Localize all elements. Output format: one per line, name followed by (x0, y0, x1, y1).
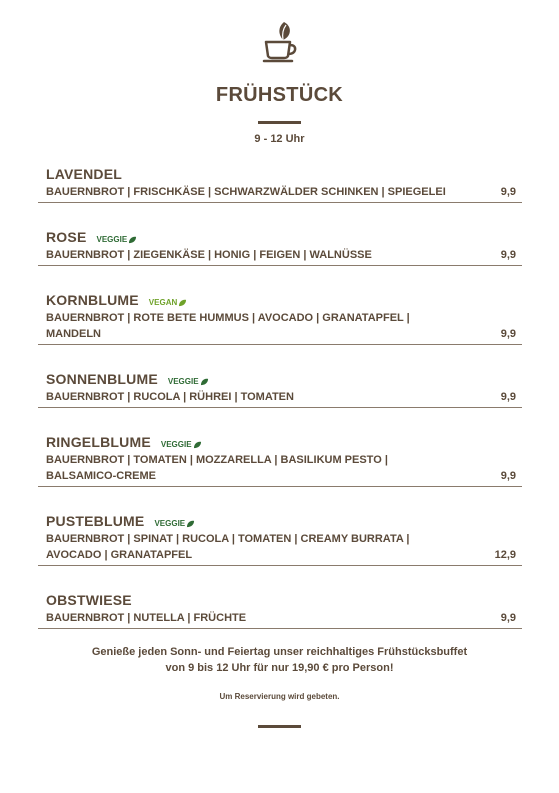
menu-item-price: 9,9 (500, 249, 516, 261)
menu-item-name: KORNBLUME (46, 292, 139, 308)
menu-item-description (46, 389, 446, 405)
menu-item-name: RINGELBLUME (46, 434, 151, 450)
leaf-icon (193, 441, 202, 449)
menu-item-price: 9,9 (500, 328, 516, 340)
menu-item-name: LAVENDEL (46, 166, 123, 182)
menu-item (38, 166, 522, 203)
leaf-icon (186, 520, 195, 528)
menu-item-description (46, 452, 446, 484)
menu-item-description (46, 610, 446, 626)
menu-item-name: OBSTWIESE (46, 592, 132, 608)
menu-item-name: SONNENBLUME (46, 371, 158, 387)
menu-item (38, 229, 522, 266)
menu-item-description (46, 531, 446, 563)
menu-item-description (46, 184, 446, 200)
menu-item (38, 592, 522, 629)
breakfast-menu (38, 166, 522, 655)
veggie-badge (96, 235, 137, 244)
title-divider (258, 121, 301, 124)
menu-item-description (46, 247, 446, 263)
page-title: FRÜHSTÜCK (215, 84, 344, 106)
buffet-line: Genieße jeden Sonn- und Feiertag unser reichhaltiges Frühstücksbuffet (91, 646, 468, 658)
buffet-line: von 9 bis 12 Uhr für nur 19,90 € pro Person! (165, 662, 394, 674)
description-line: BAUERNBROT | ROTE BETE HUMMUS | AVOCADO | GRANATAPFEL | (46, 312, 410, 324)
menu-item-price: 9,9 (500, 186, 516, 198)
leaf-icon (128, 236, 137, 244)
veggie-badge (168, 377, 209, 386)
menu-item-price: 9,9 (500, 391, 516, 403)
description-line: BAUERNBROT | RUCOLA | RÜHREI | TOMATEN (46, 391, 294, 403)
menu-item-description (46, 310, 446, 342)
description-line: BAUERNBROT | ZIEGENKÄSE | HONIG | FEIGEN | WALNÜSSE (46, 249, 372, 261)
badge-label: VEGGIE (154, 519, 186, 528)
description-line: BAUERNBROT | FRISCHKÄSE | SCHWARZWÄLDER SCHINKEN | SPIEGELEI (46, 186, 446, 198)
badge-label: VEGAN (148, 298, 178, 307)
menu-item-price: 9,9 (500, 612, 516, 624)
reservation-note: Um Reservierung wird gebeten. (219, 692, 340, 701)
buffet-info (0, 644, 559, 676)
menu-item (38, 513, 522, 566)
menu-item (38, 371, 522, 408)
menu-item-name: PUSTEBLUME (46, 513, 145, 529)
vegan-badge (149, 298, 187, 307)
description-line: AVOCADO | GRANATAPFEL (46, 549, 193, 561)
description-line: BALSAMICO-CREME (46, 470, 156, 482)
veggie-badge (154, 519, 195, 528)
menu-item-price: 9,9 (500, 470, 516, 482)
description-line: MANDELN (46, 328, 101, 340)
badge-label: VEGGIE (167, 377, 199, 386)
menu-item-name: ROSE (46, 229, 87, 245)
coffee-cup-leaf-icon (262, 20, 300, 64)
footer-divider (258, 725, 301, 728)
menu-item (38, 434, 522, 487)
badge-label: VEGGIE (160, 440, 192, 449)
opening-hours: 9 - 12 Uhr (254, 133, 305, 145)
leaf-icon (200, 378, 209, 386)
description-line: BAUERNBROT | TOMATEN | MOZZARELLA | BASILIKUM PESTO | (46, 454, 388, 466)
menu-item-price: 12,9 (494, 549, 516, 561)
veggie-badge (161, 440, 202, 449)
description-line: BAUERNBROT | SPINAT | RUCOLA | TOMATEN | CREAMY BURRATA | (46, 533, 410, 545)
description-line: BAUERNBROT | NUTELLA | FRÜCHTE (46, 612, 247, 624)
badge-label: VEGGIE (96, 235, 128, 244)
menu-item (38, 292, 522, 345)
leaf-icon (178, 299, 187, 307)
